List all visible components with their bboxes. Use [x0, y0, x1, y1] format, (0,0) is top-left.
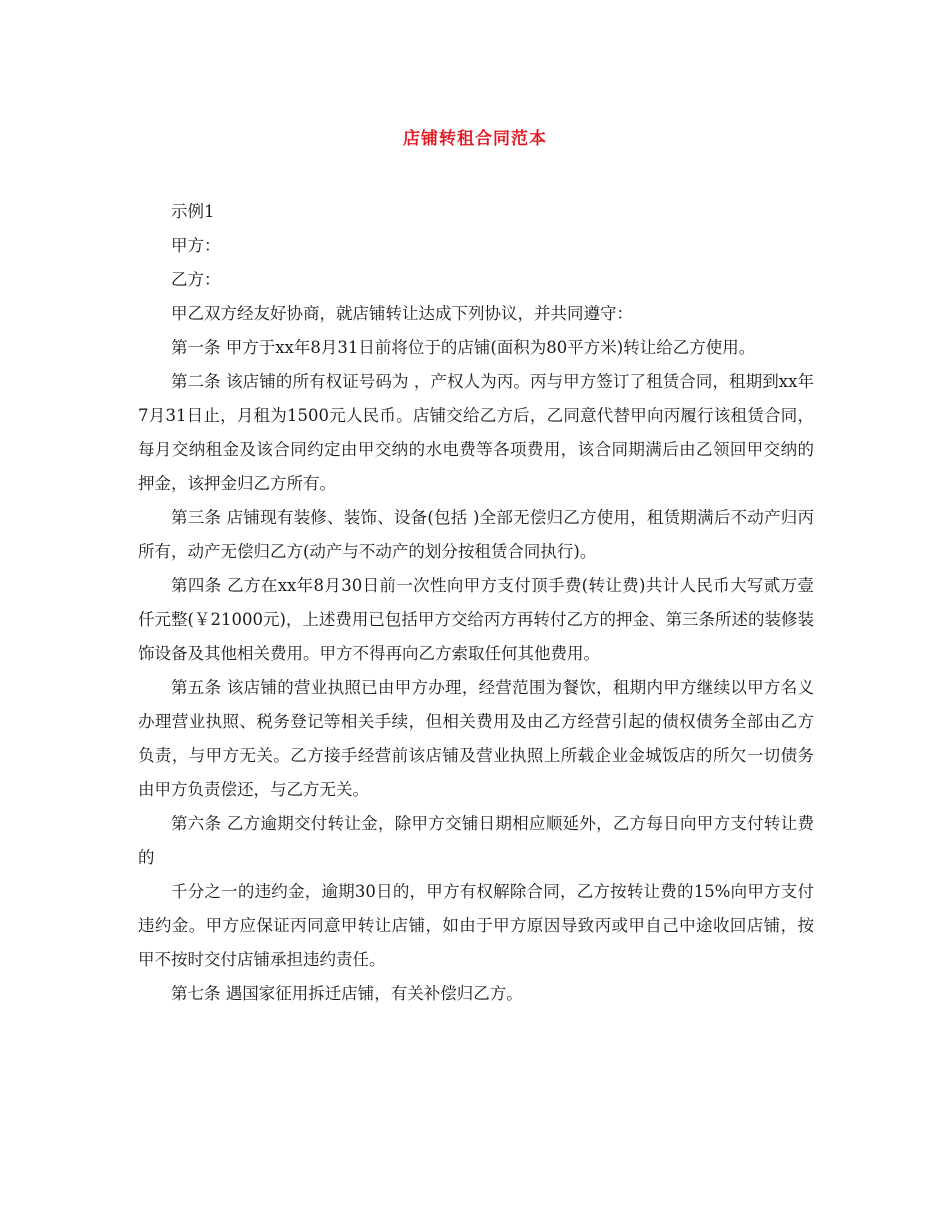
paragraph-article-5: 第五条 该店铺的营业执照已由甲方办理，经营范围为餐饮，租期内甲方继续以甲方名义办理营业执照、税务登记等相关手续，但相关费用及由乙方经营引起的债权债务全部由乙方负责，与甲方无关。乙方接手经营前该店铺及营业执照上所载企业金城饭店的所欠一切债务由甲方负责偿还，与乙方无关。 [138, 678, 814, 799]
document-title: 店铺转租合同范本 [403, 129, 547, 149]
paragraph-article-6: 第六条 乙方逾期交付转让金，除甲方交铺日期相应顺延外，乙方每日向甲方支付转让费的 [138, 814, 814, 867]
paragraph-preamble: 甲乙双方经友好协商，就店铺转让达成下列协议，并共同遵守： [171, 304, 633, 323]
paragraph-article-6-continued: 千分之一的违约金，逾期30日的，甲方有权解除合同，乙方按转让费的15%向甲方支付违约金。甲方应保证丙同意甲转让店铺，如由于甲方原因导致丙或甲自己中途收回店铺，按甲不按时交付店铺承担违约责任。 [138, 882, 814, 969]
paragraph-party-a: 甲方： [171, 236, 221, 255]
paragraph-article-4: 第四条 乙方在xx年8月30日前一次性向甲方支付顶手费(转让费)共计人民币大写贰万壹仟元整(￥21000元)，上述费用已包括甲方交给丙方再转付乙方的押金、第三条所述的装修装饰设备及其他相关费用。甲方不得再向乙方索取任何其他费用。 [138, 576, 814, 663]
paragraph-article-7: 第七条 遇国家征用拆迁店铺，有关补偿归乙方。 [171, 984, 523, 1003]
paragraph-party-b: 乙方： [171, 270, 221, 289]
paragraph-example-label: 示例1 [171, 202, 215, 221]
paragraph-article-1: 第一条 甲方于xx年8月31日前将位于的店铺(面积为80平方米)转让给乙方使用。 [171, 338, 756, 357]
document-body [138, 195, 814, 1011]
paragraph-article-2: 第二条 该店铺的所有权证号码为 ，产权人为丙。丙与甲方签订了租赁合同，租期到xx年7月31日止，月租为1500元人民币。店铺交给乙方后，乙同意代替甲向丙履行该租赁合同，每月交纳租金及该合同约定由甲交纳的水电费等各项费用，该合同期满后由乙领回甲交纳的押金，该押金归乙方所有。 [138, 372, 814, 493]
paragraph-article-3: 第三条 店铺现有装修、装饰、设备(包括 )全部无偿归乙方使用，租赁期满后不动产归丙所有，动产无偿归乙方(动产与不动产的划分按租赁合同执行)。 [138, 508, 814, 561]
